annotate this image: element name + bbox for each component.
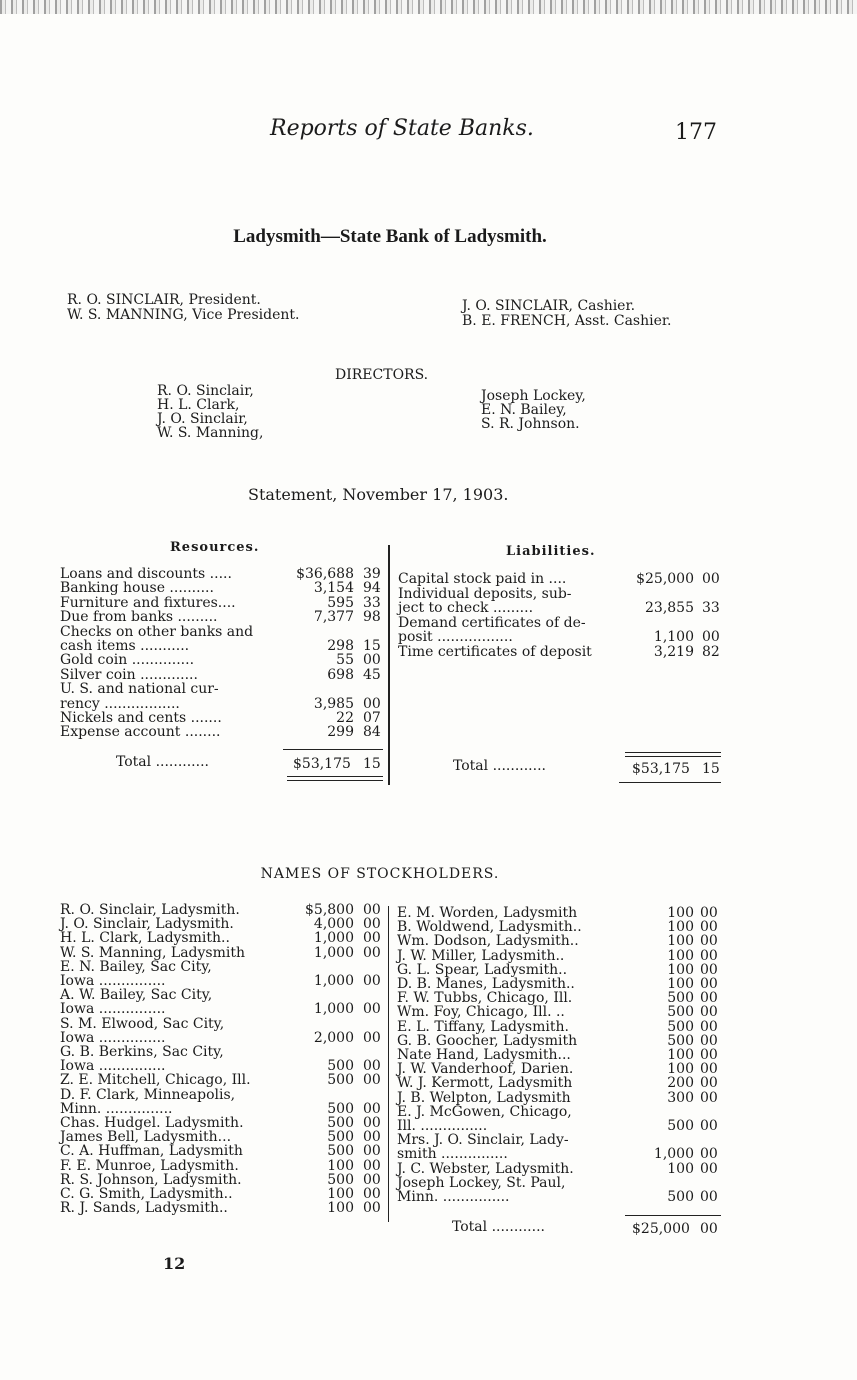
stockholder-row-label: Nate Hand, Ladysmith...	[397, 1047, 571, 1063]
resource-row-cents: 98	[363, 609, 381, 626]
stockholder-row-cents: 00	[700, 1018, 718, 1035]
stockholder-row-label: Iowa ...............	[60, 1058, 166, 1075]
stockholder-row-dollars: 100	[667, 1047, 694, 1063]
stockholder-row-cents: 00	[363, 1100, 381, 1117]
stockholder-row-cents: 00	[700, 1089, 718, 1106]
resource-row-dollars: 55	[336, 652, 354, 669]
stockholder-row-dollars: 100	[327, 1157, 354, 1174]
resource-row-label: cash items ...........	[60, 638, 190, 654]
stockholder-row-cents: 00	[363, 902, 381, 918]
resource-row-label: Banking house ..........	[60, 580, 214, 597]
directors-heading: DIRECTORS.	[335, 367, 429, 383]
liability-row-label: Demand certificates of de-	[398, 614, 586, 631]
stockholder-row-cents: 00	[700, 1118, 718, 1134]
stockholder-row-cents: 00	[700, 1189, 718, 1205]
column-divider	[388, 545, 390, 785]
statement-date: Statement, November 17, 1903.	[248, 485, 509, 504]
stockholder-row-cents: 00	[700, 990, 718, 1007]
director: W. S. Manning,	[157, 425, 264, 441]
stockholder-row-cents: 00	[700, 947, 718, 964]
stockholder-row-cents: 00	[363, 916, 381, 933]
officers-left	[67, 293, 299, 323]
stockholder-row-dollars: 500	[327, 1072, 354, 1089]
resource-row-dollars: 298	[327, 638, 354, 654]
stockholder-row-dollars: 500	[667, 1118, 694, 1134]
stockholder-row-dollars: 4,000	[313, 916, 354, 933]
stockholder-row-label: Ill. ...............	[397, 1118, 488, 1134]
liability-row-dollars: 3,219	[653, 644, 694, 660]
stockholders-total-dollars: $25,000	[632, 1221, 690, 1237]
stockholder-row-cents: 00	[700, 1032, 718, 1049]
resources-total-dollars: $53,175	[293, 756, 351, 772]
directors-left	[157, 384, 263, 440]
stockholders-total-rule	[625, 1215, 721, 1216]
stockholder-row-dollars: 500	[327, 1058, 354, 1075]
stockholder-row-cents: 00	[363, 1029, 381, 1046]
stockholder-row-dollars: 500	[327, 1115, 354, 1131]
stockholder-row-dollars: 500	[327, 1143, 354, 1160]
liability-row-dollars: 1,100	[653, 629, 694, 646]
stockholder-row-dollars: 1,000	[313, 973, 354, 989]
stockholder-row-dollars: 500	[667, 1189, 694, 1205]
resource-row-dollars: 7,377	[313, 609, 354, 626]
stockholder-row-label: D. F. Clark, Minneapolis,	[60, 1086, 236, 1103]
stockholder-row-dollars: 500	[327, 1171, 354, 1188]
stockholder-row-cents: 00	[700, 933, 718, 950]
stockholder-row-label: G. L. Spear, Ladysmith..	[397, 961, 568, 978]
stockholder-row-cents: 00	[363, 1072, 381, 1089]
stockholder-row-label: R. S. Johnson, Ladysmith.	[60, 1171, 242, 1188]
stockholder-row-label: C. G. Smith, Ladysmith..	[60, 1186, 233, 1202]
director: R. O. Sinclair,	[157, 383, 254, 399]
stockholder-row-dollars: 100	[667, 947, 694, 964]
stockholder-row-label: Iowa ...............	[60, 1001, 166, 1018]
stockholder-row-cents: 00	[700, 1061, 718, 1078]
stockholder-row-label: J. W. Vanderhoof, Darien.	[397, 1061, 574, 1078]
stockholder-row-cents: 00	[363, 1115, 381, 1131]
director: J. O. Sinclair,	[157, 411, 248, 427]
stockholder-row-label: Iowa ...............	[60, 1029, 166, 1046]
liabilities-total-cents: 15	[702, 761, 720, 777]
resource-row-dollars: 595	[327, 594, 354, 611]
stockholder-row-label: R. O. Sinclair, Ladysmith.	[60, 902, 240, 918]
liability-row-label: posit .................	[398, 629, 513, 646]
resource-row-cents: 07	[363, 710, 381, 726]
stockholder-row-dollars: 300	[667, 1089, 694, 1106]
liability-row-label: Capital stock paid in ....	[398, 571, 567, 587]
liability-row-dollars: 23,855	[645, 600, 694, 617]
stockholder-row-cents: 00	[363, 1143, 381, 1160]
stockholder-row-cents: 00	[700, 1146, 718, 1163]
stockholders-total-label: Total ............	[452, 1219, 545, 1235]
resource-row-label: Checks on other banks and	[60, 623, 254, 640]
liability-row-label: Time certificates of deposit	[398, 644, 592, 660]
stockholder-row-label: J. B. Welpton, Ladysmith	[397, 1089, 571, 1106]
stockholder-row-label: A. W. Bailey, Sac City,	[60, 987, 213, 1004]
stockholder-row-dollars: 2,000	[313, 1029, 354, 1046]
stockholder-row-label: B. Woldwend, Ladysmith..	[397, 919, 582, 936]
stockholder-row-label: D. B. Manes, Ladysmith..	[397, 976, 575, 992]
resource-row-label: Silver coin .............	[60, 666, 198, 683]
stockholder-row-label: Joseph Lockey, St. Paul,	[397, 1174, 566, 1191]
stockholder-row-label: Mrs. J. O. Sinclair, Lady-	[397, 1132, 569, 1149]
stockholder-row-cents: 00	[700, 1160, 718, 1177]
stockholder-row-cents: 00	[363, 1186, 381, 1202]
stockholder-row-dollars: 100	[667, 1061, 694, 1078]
stockholder-row-dollars: $5,800	[305, 902, 354, 918]
running-title: Reports of State Banks.	[270, 116, 534, 141]
liabilities-total-label: Total ............	[453, 758, 546, 774]
stockholder-row-dollars: 500	[327, 1129, 354, 1146]
stockholder-row-dollars: 100	[667, 961, 694, 978]
stockholder-row-label: Chas. Hudgel. Ladysmith.	[60, 1115, 244, 1131]
stockholder-row-dollars: 500	[667, 990, 694, 1007]
stockholder-row-dollars: 100	[327, 1186, 354, 1202]
stockholder-row-dollars: 100	[667, 933, 694, 950]
stockholder-row-label: E. J. McGowen, Chicago,	[397, 1103, 572, 1120]
stockholder-row-label: H. L. Clark, Ladysmith..	[60, 930, 230, 947]
stockholder-row-cents: 00	[700, 1047, 718, 1063]
stockholder-row-cents: 00	[700, 919, 718, 936]
stockholder-row-label: Z. E. Mitchell, Chicago, Ill.	[60, 1072, 251, 1089]
stockholder-row-cents: 00	[700, 905, 718, 921]
resource-row-cents: 33	[363, 594, 381, 611]
stockholder-row-dollars: 100	[327, 1200, 354, 1217]
stockholder-row-label: Iowa ...............	[60, 973, 166, 989]
liabilities-total-dollars: $53,175	[632, 761, 690, 777]
stockholder-row-label: C. A. Huffman, Ladysmith	[60, 1143, 243, 1160]
resource-row-label: Nickels and cents .......	[60, 710, 222, 726]
officer-cashier: J. O. SINCLAIR, Cashier.	[462, 298, 636, 314]
stockholder-row-label: smith ...............	[397, 1146, 508, 1163]
stockholder-row-label: G. B. Berkins, Sac City,	[60, 1044, 224, 1060]
stockholder-row-cents: 00	[363, 1129, 381, 1146]
stockholder-row-label: S. M. Elwood, Sac City,	[60, 1015, 225, 1032]
stockholder-row-cents: 00	[363, 1200, 381, 1217]
resources-rule	[283, 749, 383, 750]
resource-row-dollars: 3,985	[313, 695, 354, 712]
scan-edge-noise	[0, 0, 857, 14]
stockholder-row-dollars: 100	[667, 1160, 694, 1177]
resource-row-label: U. S. and national cur-	[60, 681, 219, 698]
liability-row-cents: 33	[702, 600, 720, 617]
stockholder-row-label: W. S. Manning, Ladysmith	[60, 944, 246, 961]
stockholder-row-cents: 00	[363, 944, 381, 961]
liability-row-cents: 00	[702, 571, 720, 587]
resource-row-dollars: 698	[327, 666, 354, 683]
director: Joseph Lockey,	[481, 388, 586, 404]
resource-row-label: Gold coin ..............	[60, 652, 195, 669]
stockholder-row-dollars: 1,000	[313, 930, 354, 947]
signature-mark: 12	[163, 1254, 186, 1273]
bank-title: Ladysmith—State Bank of Ladysmith.	[233, 226, 547, 247]
stockholder-row-cents: 00	[700, 1075, 718, 1092]
resource-row-cents: 15	[363, 638, 381, 654]
stockholder-row-label: J. W. Miller, Ladysmith..	[397, 947, 565, 964]
stockholder-row-label: F. W. Tubbs, Chicago, Ill.	[397, 990, 573, 1007]
officer-president: R. O. SINCLAIR, President.	[67, 292, 261, 308]
stockholder-row-label: Minn. ...............	[60, 1100, 173, 1117]
liability-row-cents: 82	[702, 644, 720, 660]
stockholder-row-cents: 00	[700, 976, 718, 992]
stockholder-row-cents: 00	[363, 1001, 381, 1018]
stockholder-row-label: J. C. Webster, Ladysmith.	[397, 1160, 574, 1177]
stockholder-row-dollars: 1,000	[313, 1001, 354, 1018]
stockholders-total-cents: 00	[700, 1221, 718, 1237]
resource-row-dollars: $36,688	[296, 566, 354, 582]
stockholder-row-dollars: 200	[667, 1075, 694, 1092]
stockholder-row-cents: 00	[363, 1058, 381, 1075]
liability-row-cents: 00	[702, 629, 720, 646]
resources-total-cents: 15	[363, 756, 381, 772]
stockholders-heading: NAMES OF STOCKHOLDERS.	[260, 866, 500, 882]
liabilities-total-rule	[619, 782, 721, 783]
stockholder-row-dollars: 500	[327, 1100, 354, 1117]
liability-row-dollars: $25,000	[636, 571, 694, 587]
stockholder-row-label: Wm. Foy, Chicago, Ill. ..	[397, 1004, 565, 1021]
stockholder-row-label: James Bell, Ladysmith...	[60, 1129, 232, 1146]
resource-row-label: rency .................	[60, 695, 180, 712]
stockholder-row-label: Wm. Dodson, Ladysmith..	[397, 933, 579, 950]
resource-row-label: Expense account ........	[60, 724, 221, 741]
liabilities-rule-2	[625, 756, 721, 757]
resource-row-dollars: 22	[336, 710, 354, 726]
resource-row-cents: 00	[363, 652, 381, 669]
resource-row-dollars: 3,154	[313, 580, 354, 597]
stockholder-row-label: W. J. Kermott, Ladysmith	[397, 1075, 573, 1092]
stockholder-row-dollars: 100	[667, 976, 694, 992]
resource-row-cents: 00	[363, 695, 381, 712]
resource-row-cents: 84	[363, 724, 381, 741]
stockholder-row-cents: 00	[363, 930, 381, 947]
resources-double-rule-1	[287, 776, 383, 777]
director: H. L. Clark,	[157, 397, 240, 413]
resource-row-label: Furniture and fixtures....	[60, 594, 236, 611]
stockholder-row-label: E. L. Tiffany, Ladysmith.	[397, 1018, 569, 1035]
stockholder-row-dollars: 1,000	[653, 1146, 694, 1163]
page-number: 177	[675, 120, 717, 145]
resources-double-rule-2	[287, 780, 383, 781]
stockholder-row-dollars: 500	[667, 1004, 694, 1021]
stockholder-row-dollars: 500	[667, 1032, 694, 1049]
resource-row-dollars: 299	[327, 724, 354, 741]
director: S. R. Johnson.	[481, 416, 580, 432]
stockholder-row-dollars: 100	[667, 919, 694, 936]
resource-row-cents: 39	[363, 566, 381, 582]
officers-right	[462, 299, 672, 329]
resource-row-label: Due from banks .........	[60, 609, 218, 626]
liabilities-rule-1	[625, 752, 721, 753]
stockholder-row-dollars: 500	[667, 1018, 694, 1035]
stockholder-row-label: R. J. Sands, Ladysmith..	[60, 1200, 228, 1217]
stockholder-row-cents: 00	[700, 961, 718, 978]
stockholder-row-cents: 00	[700, 1004, 718, 1021]
stockholder-row-label: Minn. ...............	[397, 1189, 510, 1205]
resources-heading: Resources.	[170, 540, 260, 555]
stockholder-row-dollars: 100	[667, 905, 694, 921]
resource-row-cents: 94	[363, 580, 381, 597]
liability-row-label: Individual deposits, sub-	[398, 585, 572, 602]
liability-row-label: ject to check .........	[398, 600, 534, 617]
stockholder-row-cents: 00	[363, 1157, 381, 1174]
liabilities-heading: Liabilities.	[506, 544, 596, 559]
officer-asst-cashier: B. E. FRENCH, Asst. Cashier.	[462, 313, 672, 329]
resource-row-label: Loans and discounts .....	[60, 566, 232, 582]
stockholder-row-label: E. M. Worden, Ladysmith	[397, 905, 578, 921]
stockholder-row-label: E. N. Bailey, Sac City,	[60, 958, 212, 975]
stockholder-row-label: J. O. Sinclair, Ladysmith.	[60, 916, 234, 933]
officer-vice-president: W. S. MANNING, Vice President.	[67, 307, 300, 323]
resource-row-cents: 45	[363, 666, 381, 683]
stockholder-row-dollars: 1,000	[313, 944, 354, 961]
stockholder-row-label: G. B. Goocher, Ladysmith	[397, 1032, 578, 1049]
stockholder-row-label: F. E. Munroe, Ladysmith.	[60, 1157, 239, 1174]
directors-right	[481, 389, 586, 431]
stockholders-divider	[388, 906, 389, 1222]
resources-total-label: Total ............	[116, 754, 209, 770]
stockholder-row-cents: 00	[363, 1171, 381, 1188]
stockholder-row-cents: 00	[363, 973, 381, 989]
director: E. N. Bailey,	[481, 402, 567, 418]
